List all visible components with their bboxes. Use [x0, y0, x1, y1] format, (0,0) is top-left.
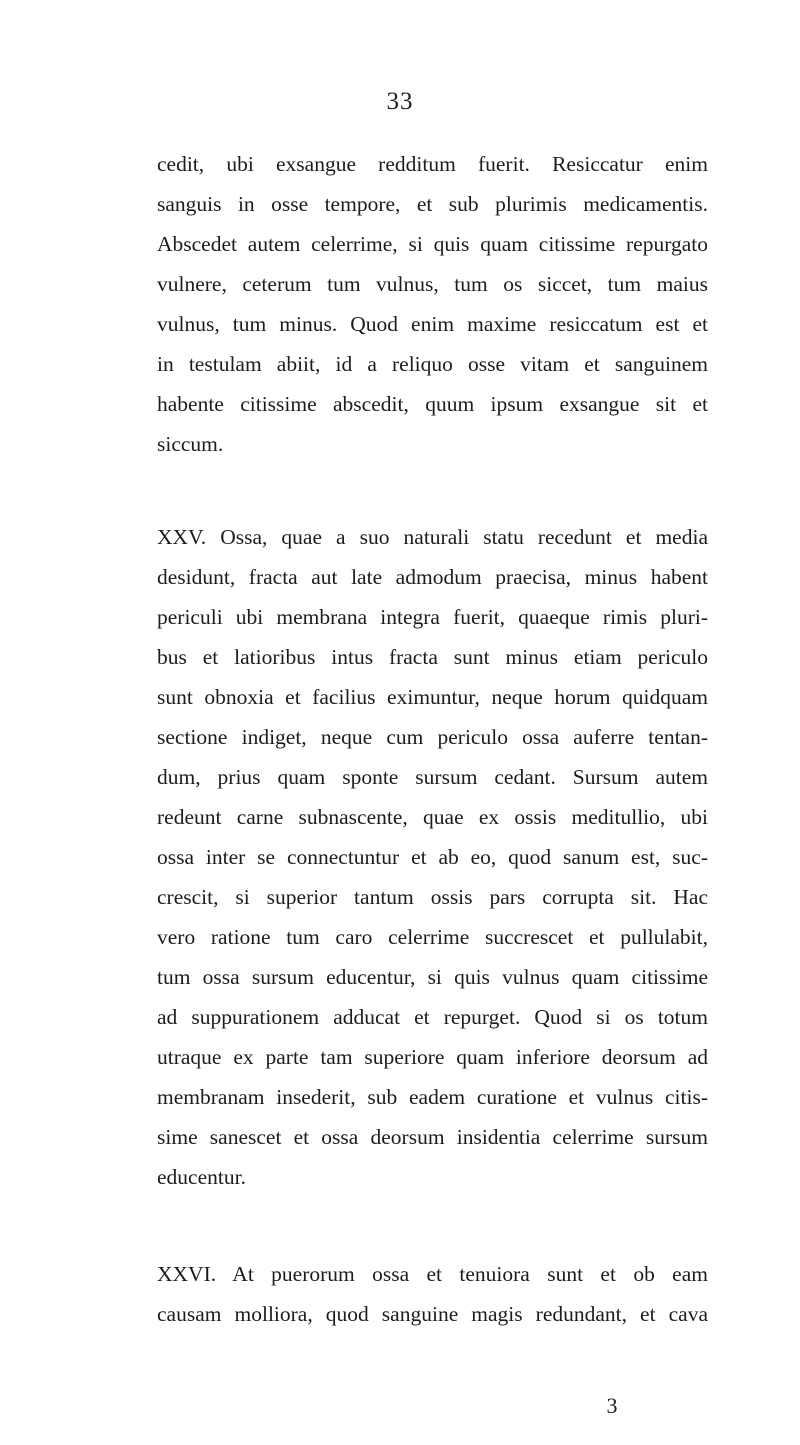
text-line: ad suppurationem adducat et repurget. Quod si os totum [157, 1005, 708, 1029]
text-line: causam molliora, quod sanguine magis redundant, et cava [157, 1302, 708, 1326]
text-line: bus et latioribus intus fracta sunt minus etiam periculo [157, 645, 708, 669]
text-line: XXVI. At puerorum ossa et tenuiora sunt et ob eam [157, 1262, 708, 1286]
text-line: periculi ubi membrana integra fuerit, quaeque rimis pluri- [157, 605, 708, 629]
text-line: habente citissime abscedit, quum ipsum exsangue sit et [157, 392, 708, 416]
text-line: tum ossa sursum educentur, si quis vulnus quam citissime [157, 965, 708, 989]
text-line: cedit, ubi exsangue redditum fuerit. Resiccatur enim [157, 152, 708, 176]
signature-mark: 3 [606, 1393, 618, 1418]
text-line: sectione indiget, neque cum periculo ossa auferre tentan- [157, 725, 708, 749]
page-number: 33 [386, 88, 414, 115]
text-line: sunt obnoxia et facilius eximuntur, neque horum quidquam [157, 685, 708, 709]
text-line: ossa inter se connectuntur et ab eo, quod sanum est, suc- [157, 845, 708, 869]
text-line: desidunt, fracta aut late admodum praecisa, minus habent [157, 565, 708, 589]
paragraph-xxv [157, 517, 708, 1197]
text-line: sime sanescet et ossa deorsum insidentia celerrime sursum [157, 1125, 708, 1149]
text-line: vulnere, ceterum tum vulnus, tum os siccet, tum maius [157, 272, 708, 296]
text-line: dum, prius quam sponte sursum cedant. Sursum autem [157, 765, 708, 789]
text-line: vulnus, tum minus. Quod enim maxime resiccatum est et [157, 312, 708, 336]
text-line: membranam insederit, sub eadem curatione et vulnus citis- [157, 1085, 708, 1109]
paragraph-1 [157, 144, 708, 464]
text-line: sanguis in osse tempore, et sub plurimis medicamentis. [157, 192, 708, 216]
text-line: crescit, si superior tantum ossis pars corrupta sit. Hac [157, 885, 708, 909]
text-line: XXV. Ossa, quae a suo naturali statu recedunt et media [157, 525, 708, 549]
text-line: in testulam abiit, id a reliquo osse vitam et sanguinem [157, 352, 708, 376]
text-line: siccum. [157, 432, 224, 456]
text-line: educentur. [157, 1165, 246, 1189]
text-line: utraque ex parte tam superiore quam inferiore deorsum ad [157, 1045, 708, 1069]
paragraph-xxvi [157, 1254, 708, 1334]
text-line: Abscedet autem celerrime, si quis quam citissime repurgato [157, 232, 708, 256]
text-line: redeunt carne subnascente, quae ex ossis meditullio, ubi [157, 805, 708, 829]
text-line: vero ratione tum caro celerrime succrescet et pullulabit, [157, 925, 708, 949]
